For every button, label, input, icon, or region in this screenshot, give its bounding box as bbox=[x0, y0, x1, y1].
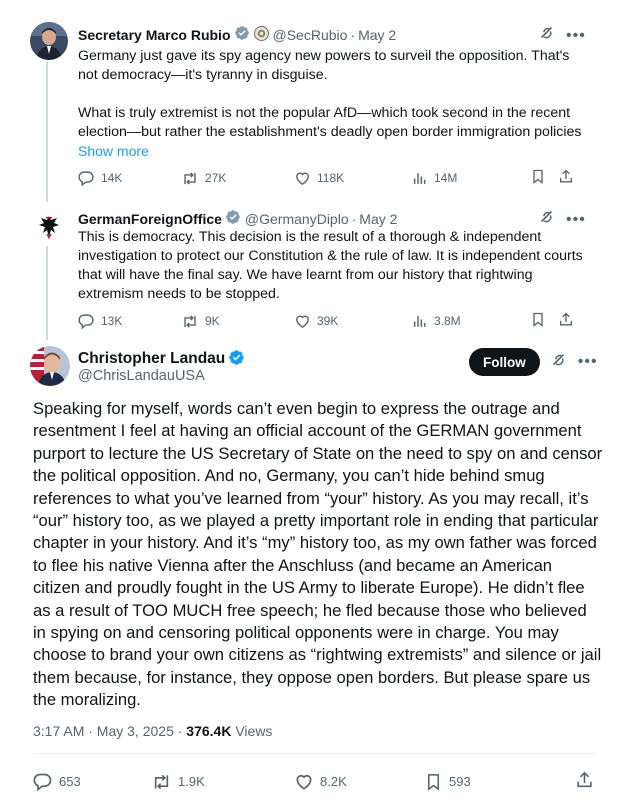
reply-count: 653 bbox=[59, 774, 81, 789]
tweet-top-actions bbox=[538, 24, 586, 47]
view-count: 14M bbox=[434, 171, 458, 185]
avatar[interactable] bbox=[30, 346, 70, 386]
tweet-header bbox=[78, 25, 396, 44]
tweet-subheader bbox=[78, 368, 205, 384]
verified-icon bbox=[225, 209, 241, 228]
author-name[interactable]: GermanForeignOffice bbox=[78, 210, 222, 227]
share-icon[interactable] bbox=[558, 168, 574, 188]
repost-icon bbox=[181, 170, 199, 187]
grok-icon[interactable] bbox=[550, 351, 568, 374]
verified-icon bbox=[234, 25, 250, 44]
more-icon[interactable]: ••• bbox=[566, 26, 586, 44]
reply-icon bbox=[78, 170, 95, 187]
verified-icon bbox=[228, 349, 245, 369]
tweet-action-bar bbox=[78, 168, 588, 188]
author-handle[interactable]: @ChrisLandauUSA bbox=[78, 368, 205, 384]
author-name[interactable]: Christopher Landau bbox=[78, 350, 226, 367]
like-icon bbox=[294, 772, 314, 792]
tweet-metadata bbox=[33, 723, 272, 739]
like-button[interactable] bbox=[294, 772, 424, 792]
views-button[interactable] bbox=[412, 170, 530, 187]
tweet-paragraph: This is democracy. This decision is the result of a thorough & independent investigation to protect our Constitution & the rule of law. It is independent courts that will have the final say. We have learnt from our history that rightwing extremism needs to be stopped. bbox=[78, 229, 583, 302]
separator-dot: · bbox=[351, 210, 357, 227]
thread-line bbox=[46, 62, 48, 202]
share-icon[interactable] bbox=[558, 311, 574, 331]
tweet-date[interactable]: May 2 bbox=[358, 26, 397, 43]
like-count: 118K bbox=[317, 171, 345, 185]
author-name[interactable]: Secretary Marco Rubio bbox=[78, 26, 231, 43]
tweet-action-bar bbox=[78, 311, 588, 331]
bookmark-icon[interactable] bbox=[530, 311, 558, 331]
view-count: 3.8M bbox=[434, 314, 461, 328]
tweet-header bbox=[78, 349, 245, 369]
repost-button[interactable] bbox=[181, 313, 294, 330]
repost-button[interactable] bbox=[151, 772, 294, 792]
tweet-top-actions bbox=[469, 348, 598, 376]
repost-count: 27K bbox=[205, 171, 227, 185]
like-count: 8.2K bbox=[320, 774, 347, 789]
show-more-link[interactable]: Show more bbox=[78, 143, 149, 159]
bookmark-button[interactable] bbox=[424, 772, 575, 792]
repost-button[interactable] bbox=[181, 170, 294, 187]
reply-button[interactable] bbox=[78, 170, 181, 187]
repost-count: 9K bbox=[205, 314, 220, 328]
avatar[interactable] bbox=[30, 208, 68, 246]
tweet-action-bar bbox=[33, 770, 595, 793]
separator-dot: · bbox=[350, 26, 356, 43]
reply-icon bbox=[33, 772, 53, 792]
avatar[interactable] bbox=[30, 22, 68, 60]
view-count: 376.4K bbox=[186, 723, 232, 739]
share-icon[interactable] bbox=[575, 770, 594, 793]
views-icon bbox=[412, 170, 428, 187]
reply-icon bbox=[78, 313, 95, 330]
repost-icon bbox=[181, 313, 199, 330]
more-icon[interactable]: ••• bbox=[566, 210, 586, 228]
like-button[interactable] bbox=[294, 170, 412, 187]
bookmark-icon[interactable] bbox=[530, 168, 558, 188]
government-badge-icon bbox=[254, 26, 269, 44]
reply-count: 14K bbox=[101, 171, 123, 185]
tweet-date[interactable]: May 2 bbox=[359, 210, 398, 227]
repost-icon bbox=[151, 772, 172, 792]
tweet-header bbox=[78, 209, 397, 228]
tweet-paragraph: What is truly extremist is not the popular AfD—which took second in the recent election—but rather the establishment's deadly open border immigration policies bbox=[78, 105, 582, 140]
views-button[interactable] bbox=[412, 313, 530, 330]
thread-line bbox=[46, 240, 48, 340]
divider bbox=[33, 753, 595, 754]
author-handle[interactable]: @SecRubio bbox=[272, 26, 348, 43]
bookmark-icon bbox=[424, 772, 443, 792]
reply-button[interactable] bbox=[78, 313, 181, 330]
like-icon bbox=[294, 170, 311, 187]
more-icon[interactable]: ••• bbox=[577, 353, 598, 370]
repost-count: 1.9K bbox=[178, 774, 205, 789]
reply-button[interactable] bbox=[33, 772, 151, 792]
reply-count: 13K bbox=[101, 314, 123, 328]
views-label: Views bbox=[231, 723, 273, 739]
follow-button[interactable]: Follow bbox=[469, 348, 540, 376]
main-tweet-text: Speaking for myself, words can’t even begin to express the outrage and resentment I feel at having an official account of the GERMAN government purport to lecture the US Secretary of State on the need to spy on and censor the political opposition. And no, Germany, you can’t hide behind smug references to what you’ve learned from “your” history. As you may recall, it’s “our” history too, as we played a pretty important role in ending that particular chapter in your history. And it’s “my” history too, as my own father was forced to flee his native Vienna after the Anschluss (and became an American citizen and proudly fought in the US Army to liberate Europe). He didn’t flee as a result of TOO MUCH free speech; he fled because those who believed in spying on and censoring political opponents were in charge. You may choose to brand your own citizens as “rightwing extremists” and silence or jail them because, for instance, they oppose open borders. But please spare us the moralizing. bbox=[33, 399, 603, 710]
tweet-text bbox=[78, 228, 588, 304]
bookmark-count: 593 bbox=[449, 774, 471, 789]
tweet-timestamp[interactable]: 3:17 AM · May 3, 2025 · bbox=[33, 723, 187, 739]
views-icon bbox=[412, 313, 428, 330]
like-count: 39K bbox=[317, 314, 339, 328]
tweet-text bbox=[78, 47, 588, 161]
author-handle[interactable]: @GermanyDiplo bbox=[244, 210, 349, 227]
grok-icon[interactable] bbox=[538, 24, 556, 47]
like-icon bbox=[294, 313, 311, 330]
tweet-paragraph: Germany just gave its spy agency new powers to surveil the opposition. That's not democracy—it's tyranny in disguise. bbox=[78, 48, 570, 83]
like-button[interactable] bbox=[294, 313, 412, 330]
